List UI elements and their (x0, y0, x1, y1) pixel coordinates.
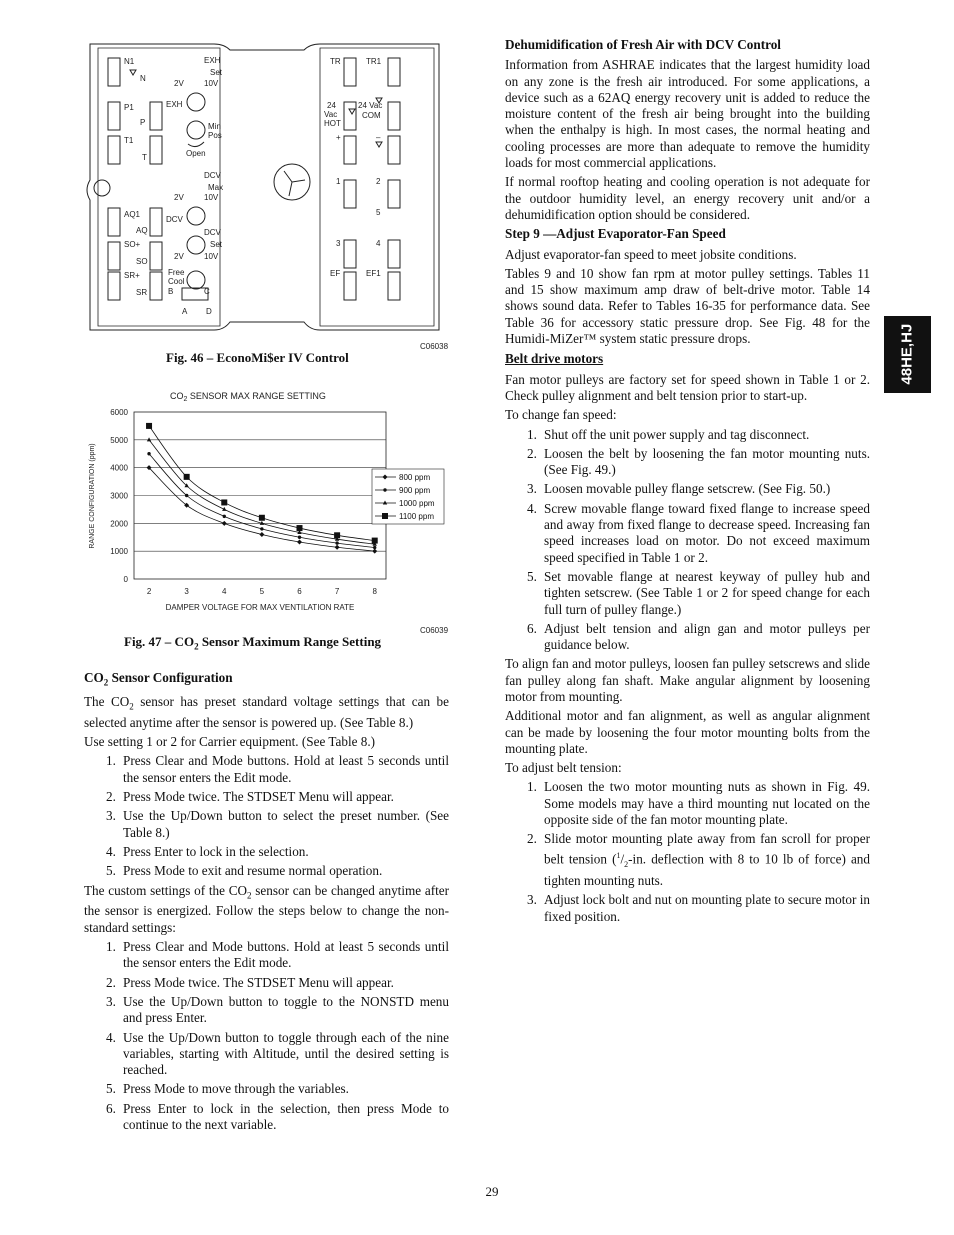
list-item (505, 446, 870, 479)
svg-text:5: 5 (376, 208, 381, 217)
svg-text:1: 1 (336, 177, 341, 186)
list-item (84, 939, 449, 972)
list-text: Press Clear and Mode buttons. Hold at least 5 seconds until the sensor enters the Edit mode. (123, 753, 449, 785)
data-point (297, 539, 302, 544)
fan-speed-paragraph-1: Adjust evaporator-fan speed to meet jobsite conditions. (505, 246, 797, 262)
list-text: Press Enter to lock in the selection, then press Mode to continue to the next variable. (123, 1100, 449, 1133)
series-line (149, 468, 375, 552)
list-number: 1. (106, 939, 116, 955)
list-text: Use the Up/Down button to toggle to the NONSTD menu and press Enter. (123, 993, 449, 1026)
list-text: Press Mode twice. The STDSET Menu will appear. (123, 974, 394, 990)
list-number: 3. (106, 808, 116, 824)
belt-drive-heading: Belt drive motors (505, 351, 604, 367)
svg-text:+: + (336, 133, 341, 142)
list-number: 4. (106, 843, 116, 859)
data-point (222, 521, 227, 526)
align-paragraph-2: Additional motor and fan alignment, as well as angular alignment can be made by loosening the four motor mounting bolts from the mounting plate. (505, 708, 870, 756)
svg-text:10V: 10V (204, 252, 219, 261)
svg-text:AQ1: AQ1 (124, 210, 141, 219)
x-tick-label: 6 (297, 587, 302, 596)
svg-text:3: 3 (336, 239, 341, 248)
svg-text:2V: 2V (174, 193, 184, 202)
svg-text:B: B (168, 287, 174, 296)
co2-paragraph-2: Use setting 1 or 2 for Carrier equipment. (See Table 8.) (84, 734, 376, 750)
x-tick-label: 7 (334, 587, 340, 596)
svg-text:SO: SO (136, 257, 148, 266)
svg-text:2V: 2V (174, 252, 184, 261)
chart-title: $CO_2$ SENSOR MAX RANGE SETTING (170, 391, 326, 403)
svg-text:AQ: AQ (136, 226, 148, 235)
list-text: Loosen the belt by loosening the fan motor mounting nuts. (See Fig. 49.) (544, 445, 870, 478)
tension-paragraph: To adjust belt tension: (505, 760, 622, 776)
y-axis-label: RANGE CONFIGURATION (ppm) (89, 443, 96, 549)
y-tick-label: 6000 (110, 408, 128, 417)
right-terminal-blocks (344, 58, 400, 300)
list-item (505, 569, 870, 618)
y-tick-label: 0 (123, 575, 128, 584)
legend-label: 900 ppm (399, 486, 431, 495)
data-point (335, 541, 338, 544)
list-item (84, 844, 449, 860)
section-tab: 48HE,HJ (884, 316, 931, 393)
data-point (382, 513, 388, 519)
list-item: 2. Slide motor mounting plate away from fan scroll for proper belt tension ($^1/_2-in$. deflection with 8 to 10 lb of force) and tighten mounting nuts. (527, 831, 870, 888)
list-text: Use the Up/Down button to toggle through each of the nine variables, starting with Altitude, until the desired setting is reached. (123, 1029, 449, 1078)
list-item (84, 863, 449, 879)
data-point (221, 499, 227, 505)
y-tick-label: 3000 (110, 491, 128, 501)
list-text: Press Mode twice. The STDSET Menu will appear. (123, 789, 394, 805)
svg-text:N: N (140, 74, 146, 83)
data-point (373, 546, 376, 549)
x-tick-label: 4 (222, 587, 227, 596)
data-point (259, 532, 264, 537)
svg-text:DCV: DCV (166, 215, 183, 224)
data-point (298, 536, 301, 539)
svg-text:EXH: EXH (204, 56, 221, 65)
y-tick-label: 4000 (110, 463, 128, 473)
svg-text:P1: P1 (124, 103, 134, 112)
co2-paragraph-3: The custom settings of the $CO_2$ sensor can be changed anytime after the sensor is energized. Follow the steps below to change the non-standard settings: (84, 882, 449, 935)
dehum-paragraph-1: Information from ASHRAE indicates that the largest humidity load on any zone is the fresh air introduced. For some applications, a device such as a 62AQ energy recovery unit is added to reduce the moisture content of the fresh air being brought into the building when the enthalpy is high. In most cases, the normal heating and cooling processes are more than adequate to remove the humidity loads for most commercial applications. (505, 57, 870, 171)
svg-text:TR1: TR1 (366, 57, 382, 66)
list-number: 4. (527, 500, 537, 516)
data-point (383, 488, 386, 491)
list-item (505, 501, 870, 566)
x-axis-label: DAMPER VOLTAGE FOR MAX VENTILATION RATE (165, 603, 355, 612)
economizer-control-diagram (84, 40, 450, 336)
svg-text:2: 2 (376, 177, 381, 186)
list-number: 4. (106, 1029, 116, 1045)
list-item (84, 1101, 449, 1134)
svg-text:TR: TR (330, 57, 341, 66)
right-column (505, 37, 870, 925)
svg-text:HOT: HOT (324, 119, 341, 128)
list-text: Shut off the unit power supply and tag disconnect. (544, 426, 810, 442)
svg-text:24 Vac: 24 Vac (358, 101, 383, 110)
list-number: 6. (106, 1100, 116, 1116)
list-item (505, 427, 870, 443)
list-number: 5. (106, 863, 116, 879)
svg-text:C: C (204, 287, 210, 296)
data-point (372, 549, 377, 554)
co2-range-chart (84, 386, 450, 626)
svg-text:D: D (206, 307, 212, 316)
svg-text:SO+: SO+ (124, 240, 141, 249)
co2-heading: $CO_2$ Sensor Configuration (84, 670, 233, 688)
svg-text:SR: SR (136, 288, 148, 297)
x-tick-label: 8 (372, 587, 377, 596)
svg-text:SR+: SR+ (124, 271, 140, 280)
fig47-code: C06039 (420, 626, 449, 635)
svg-text:Cool: Cool (168, 277, 185, 286)
left-terminal-blocks (108, 58, 162, 300)
list-text: Loosen movable pulley flange setscrew. (See Fig. 50.) (544, 481, 831, 497)
svg-text:Set: Set (210, 240, 223, 249)
fan-speed-steps (505, 427, 870, 654)
list-text: Use the Up/Down button to select the preset number. (See Table 8.) (123, 808, 449, 840)
svg-text:Free: Free (168, 268, 185, 277)
co2-preset-steps (84, 753, 449, 879)
list-number: 5. (527, 568, 537, 584)
fig46-caption: Fig. 46 – EconoMi$er IV Control (166, 350, 349, 365)
fan-speed-paragraph-2: Tables 9 and 10 show fan rpm at motor pulley settings. Tables 11 and 15 show maximum amp draw of belt-drive motor. Table 14 shows sound data. Refer to Tables 16-35 for performance data. See Table 36 for accessory static pressure drop. See Fig. 48 for the Humidi-MiZer™ system static pressure drops. (505, 265, 870, 347)
data-point (185, 494, 188, 497)
list-text: Screw movable flange toward fixed flange to increase speed and away from fixed flange to decrease speed. Increasing fan speed increases load on motor. Do not exceed maximum speed specified in Table 1 or 2. (544, 500, 870, 565)
legend-label: 800 ppm (399, 473, 431, 482)
list-item (505, 481, 870, 497)
data-point (147, 452, 150, 455)
svg-text:T: T (142, 153, 147, 162)
list-number: 1. (527, 426, 537, 442)
list-item (84, 994, 449, 1027)
list-item (84, 975, 449, 991)
svg-text:A: A (182, 307, 188, 316)
svg-text:Min: Min (208, 122, 221, 131)
step9-heading: Step 9 —Adjust Evaporator-Fan Speed (505, 226, 726, 242)
svg-text:EF: EF (330, 269, 341, 278)
svg-text:P: P (140, 118, 146, 127)
legend-label: 1000 ppm (399, 499, 435, 508)
svg-text:–: – (376, 133, 381, 142)
list-text: Press Clear and Mode buttons. Hold at least 5 seconds until the sensor enters the Edit mode. (123, 939, 449, 971)
svg-text:Set: Set (210, 68, 223, 77)
list-text: Press Enter to lock in the selection. (123, 843, 309, 859)
svg-text:Max: Max (208, 183, 224, 192)
legend-label: 1100 ppm (399, 512, 434, 521)
list-text: Set movable flange at nearest keyway of pulley hub and tighten setscrew. (See Table 1 or 2 for speed change for each full turn of pulley flange.) (544, 568, 870, 617)
svg-text:10V: 10V (204, 79, 219, 88)
co2-paragraph-1: The $CO_2$ sensor has preset standard voltage settings that can be selected anytime after the sensor is powered up. (See Table 8.) (84, 693, 450, 730)
x-tick-label: 2 (146, 587, 152, 596)
data-point (260, 527, 263, 530)
list-number: 3. (527, 481, 537, 497)
co2-config-section (84, 670, 449, 1133)
list-item (84, 753, 449, 786)
n1-label: N1 (124, 57, 135, 66)
list-number: 1. (106, 753, 116, 769)
y-tick-label: 2000 (110, 519, 128, 529)
list-number: 3. (106, 993, 116, 1009)
fig47-caption: Fig. $47 - CO_2$ Sensor Maximum Range Setting (124, 634, 382, 652)
belt-paragraph-1: Fan motor pulleys are factory set for speed shown in Table 1 or 2. Check pulley alignment and belt tension prior to start-up. (505, 371, 870, 403)
list-item: 1. Loosen the two motor mounting nuts as shown in Fig. 49. Some models may have a third mounting nut located on the opposite side of the fan motor mounting plate. (527, 779, 870, 828)
list-text: Press Mode to exit and resume normal operation. (123, 863, 383, 879)
list-item (505, 621, 870, 654)
data-point (184, 474, 190, 480)
list-text: Press Mode to move through the variables. (123, 1081, 349, 1097)
belt-tension-steps (505, 779, 870, 924)
co2-custom-steps (84, 939, 449, 1133)
svg-text:10V: 10V (204, 193, 219, 202)
svg-text:24: 24 (327, 101, 336, 110)
svg-text:DCV: DCV (204, 228, 221, 237)
svg-text:EXH: EXH (166, 100, 183, 109)
data-point (335, 545, 340, 550)
svg-text:COM: COM (362, 111, 381, 120)
list-number: 5. (106, 1081, 116, 1097)
list-item (84, 808, 449, 841)
data-point (259, 515, 265, 521)
align-paragraph-1: To align fan and motor pulleys, loosen fan pulley setscrews and slide fan pulley along fan shaft. Make angular alignment by loosening motor from mounting. (505, 656, 870, 704)
svg-text:EF1: EF1 (366, 269, 381, 278)
svg-text:Pos: Pos (208, 131, 222, 140)
list-text: Adjust belt tension and align gan and motor pulleys per guidance below. (544, 620, 870, 653)
data-point (146, 423, 152, 429)
dehum-paragraph-2: If normal rooftop heating and cooling operation is not adequate for the outdoor humidity level, an energy recovery unit and/or a dehumidification option should be considered. (505, 174, 870, 222)
data-point (223, 515, 226, 518)
svg-text:2V: 2V (174, 79, 184, 88)
svg-text:Open: Open (186, 149, 206, 158)
data-point (296, 525, 302, 531)
y-tick-label: 1000 (110, 547, 128, 557)
svg-text:DCV: DCV (204, 171, 221, 180)
x-tick-label: 5 (259, 587, 265, 596)
svg-text:4: 4 (376, 239, 381, 248)
belt-paragraph-2: To change fan speed: (505, 407, 617, 423)
page-number: 29 (485, 1184, 499, 1199)
fig46-code: C06038 (420, 342, 449, 351)
y-tick-label: 5000 (110, 435, 128, 445)
svg-text:T1: T1 (124, 136, 134, 145)
data-point (147, 437, 151, 441)
list-item (84, 1081, 449, 1097)
list-number: 2. (106, 974, 116, 990)
list-item: 3. Adjust lock bolt and nut on mounting plate to secure motor in fixed position. (527, 892, 870, 924)
data-point (334, 532, 340, 538)
list-item (84, 789, 449, 805)
list-number: 2. (527, 445, 537, 461)
list-number: 2. (106, 789, 116, 805)
list-item (84, 1030, 449, 1079)
dehumidification-heading: Dehumidification of Fresh Air with DCV Control (505, 37, 781, 52)
svg-text:Vac: Vac (324, 110, 338, 119)
list-number: 6. (527, 620, 537, 636)
data-point (372, 538, 378, 544)
x-tick-label: 3 (184, 587, 189, 596)
